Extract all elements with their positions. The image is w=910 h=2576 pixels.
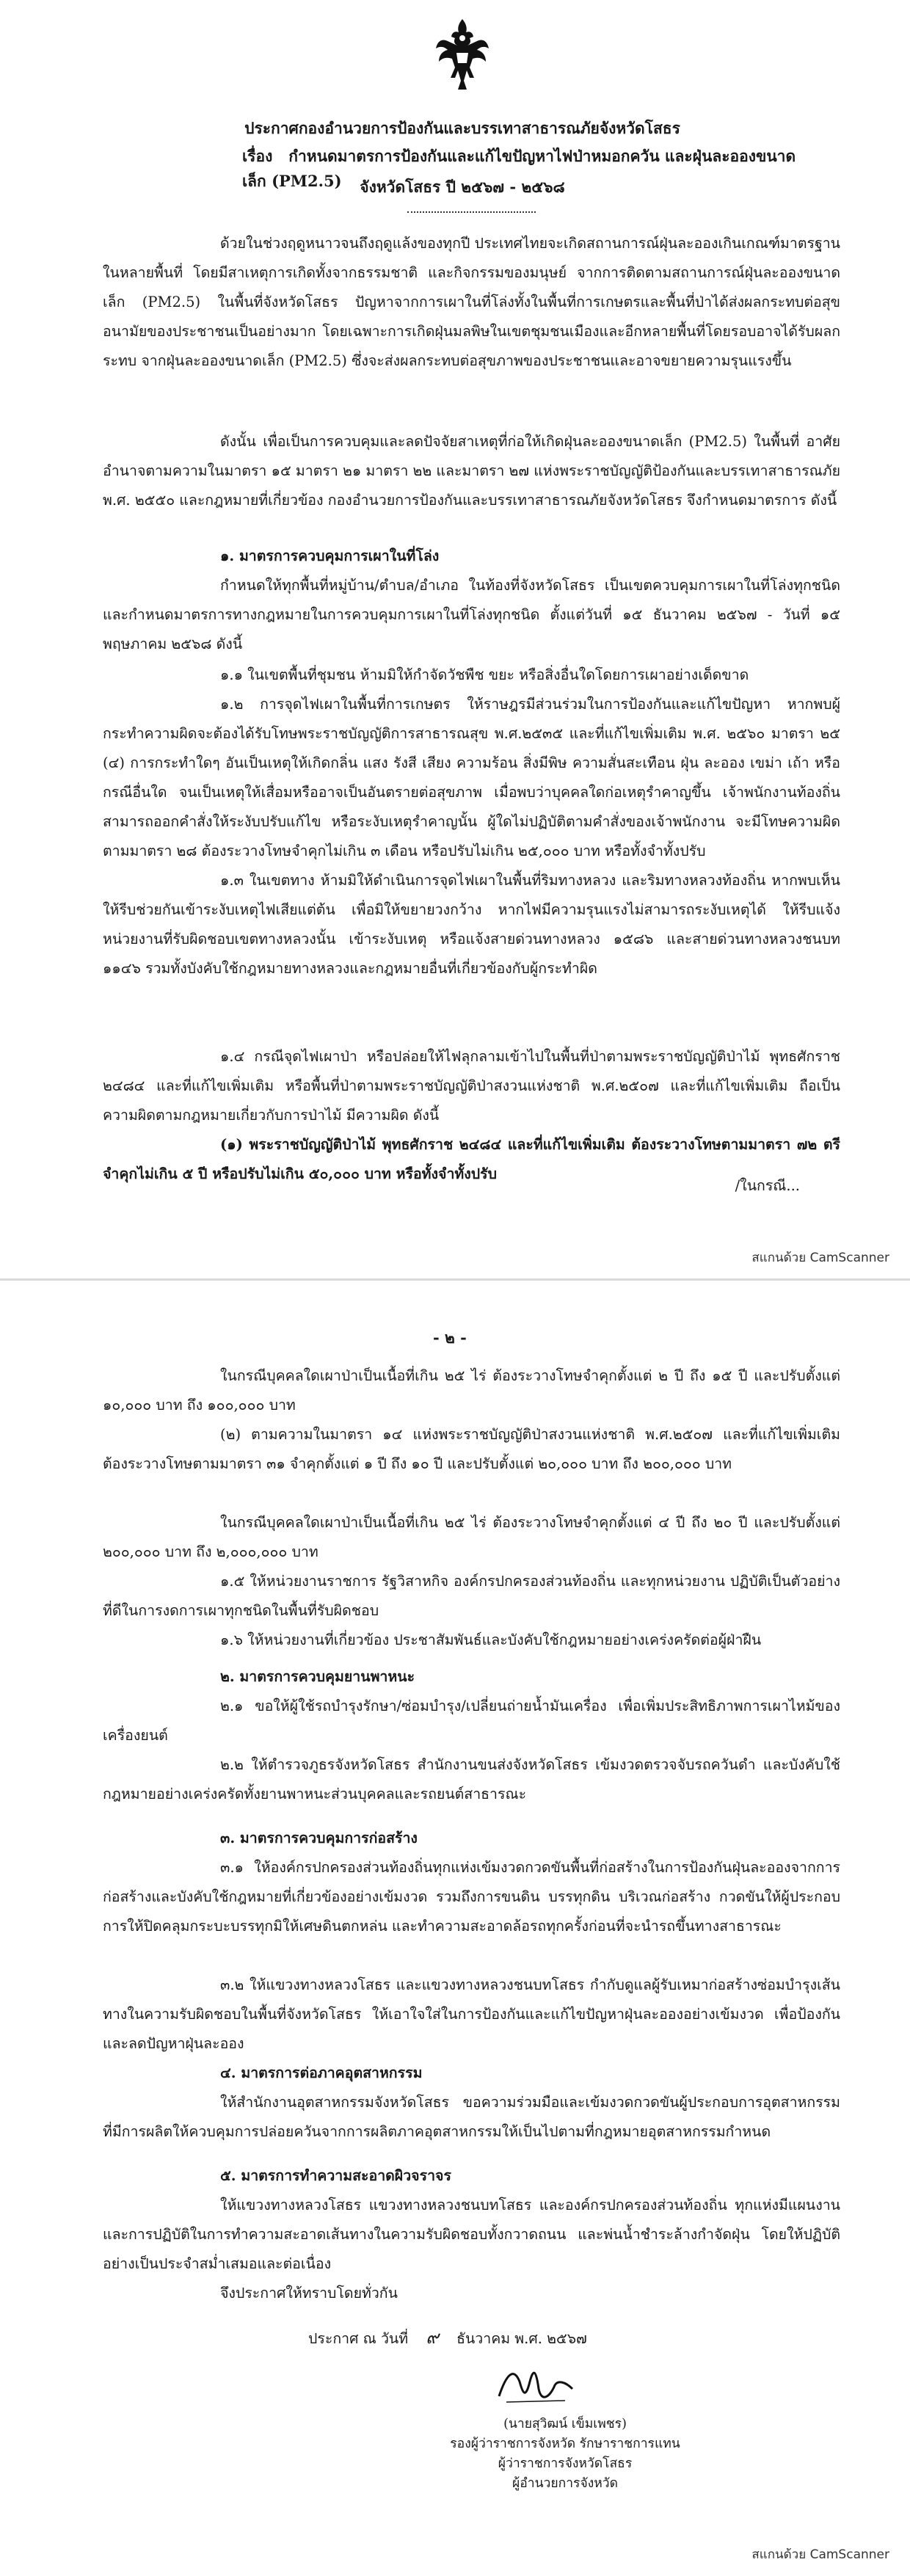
announcement-date	[308, 2323, 587, 2351]
section-1-text: กำหนดให้ทุกพื้นที่หมู่บ้าน/ตำบล/อำเภอ ในท้องที่จังหวัดโสธร เป็นเขตควบคุมการเผาในที่โล่งทุกชนิด และกำหนดมาตรการทางกฎหมายในการควบคุมการเผาในที่โล่งทุกชนิด ตั้งแต่วันที่ ๑๕ ธันวาคม ๒๕๖๗ - วันที่ ๑๕ พฤษภาคม ๒๕๖๘ ดังนี้	[103, 577, 840, 652]
page-number: - ๒ -	[433, 1328, 467, 1347]
section-1-1: ๑.๑ ในเขตพื้นที่ชุมชน ห้ามมิให้กำจัดวัชพืช ขยะ หรือสิ่งอื่นใดโดยการเผาอย่างเด็ดขาด	[220, 666, 749, 683]
section-2-2: ๒.๒ ให้ตำรวจภูธรจังหวัดโสธร สำนักงานขนส่งจังหวัดโสธร เข้มงวดตรวจจับรถควันดำ และบังคับใช้กฎหมายอย่างเคร่งครัดทั้งยานพาหนะส่วนบุคคลและรถยนต์สาธารณะ	[103, 1756, 840, 1802]
subject-label: เรื่อง	[242, 147, 273, 165]
signer-position-1: รองผู้ว่าราชการจังหวัด รักษาราชการแทน	[450, 2437, 680, 2451]
section-4-1: ให้สำนักงานอุตสาหกรรมจังหวัดโสธร ขอความร่วมมือและเข้มงวดกวดขันผู้ประกอบการอุตสาหกรรมที่มีการผลิตให้ควบคุมการปล่อยควันจากการผลิตภาคอุตสาหกรรมให้เป็นไปตามที่กฎหมายอุตสาหกรรมกำหนด	[103, 2094, 840, 2140]
signer-block	[411, 2415, 719, 2494]
section-4-heading: ๔. มาตรการต่อภาคอุตสาหกรรม	[220, 2064, 423, 2081]
page-1	[0, 0, 910, 1281]
forest-act-penalty: (๑) พระราชบัญญัติป่าไม้ พุทธศักราช ๒๔๘๔ และที่แก้ไขเพิ่มเติม ต้องระวางโทษตามมาตรา ๗๒ ตรี จำคุกไม่เกิน ๕ ปี หรือปรับไม่เกิน ๕๐,๐๐๐ บาท หรือทั้งจำทั้งปรับ	[103, 1136, 840, 1182]
section-1-2: ๑.๒ การจุดไฟเผาในพื้นที่การเกษตร ให้ราษฎรมีส่วนร่วมในการป้องกันและแก้ไขปัญหา หากพบผู้กระทำความผิดจะต้องได้รับโทษพระราชบัญญัติการสาธารณสุข พ.ศ.๒๕๓๕ และที่แก้ไขเพิ่มเติม พ.ศ. ๒๕๖๐ มาตรา ๒๕ (๔) การกระทำใดๆ อันเป็นเหตุให้เกิดกลิ่น แสง รังสี เสียง ความร้อน สิ่งมีพิษ ความสั่นสะเทือน ฝุ่น ละออง เขม่า เถ้า หรือกรณีอื่นใด จนเป็นเหตุให้เสื่อมหรืออาจเป็นอันตรายต่อสุขภาพ เมื่อพบว่าบุคคลใดก่อเหตุรำคาญขึ้น เจ้าพนักงานท้องถิ่นสามารถออกคำสั่งให้ระงับปรับแก้ไข หรือระงับเหตุรำคาญนั้น ผู้ใดไม่ปฏิบัติตามคำสั่งของเจ้าพนักงาน จะมีโทษความผิดตามมาตรา ๒๘ ต้องระวางโทษจำคุกไม่เกิน ๓ เดือน หรือปรับไม่เกิน ๒๕,๐๐๐ บาท หรือทั้งจำทั้งปรับ	[103, 696, 840, 859]
announcement-year: จังหวัดโสธร ปี ๒๕๖๗ - ๒๕๖๘	[360, 178, 565, 196]
continued-marker: /ในกรณี...	[735, 1177, 800, 1194]
announce-line: จึงประกาศให้ทราบโดยทั่วกัน	[220, 2285, 398, 2302]
signer-position-2: ผู้ว่าราชการจังหวัดโสธร	[498, 2456, 633, 2471]
handwritten-signature-icon	[484, 2359, 587, 2411]
date-suffix: ธันวาคม พ.ศ. ๒๕๖๗	[456, 2330, 587, 2347]
announcement-title: ประกาศกองอำนวยการป้องกันและบรรเทาสาธารณภัยจังหวัดโสธร	[244, 119, 680, 137]
section-3-2: ๓.๒ ให้แขวงทางหลวงโสธร และแขวงทางหลวงชนบทโสธร กำกับดูแลผู้รับเหมาก่อสร้างซ่อมบำรุงเส้นทางในความรับผิดชอบในพื้นที่จังหวัดโสธร ให้เอาใจใส่ในการป้องกันและแก้ไขปัญหาฝุ่นละอองอย่างเข้มงวด เพื่อป้องกันและลดปัญหาฝุ่นละออง	[103, 1976, 840, 2052]
scanner-watermark: สแกนด้วย CamScanner	[751, 1251, 889, 1265]
reserved-forest-penalty: (๒) ตามความในมาตรา ๑๔ แห่งพระราชบัญญัติป่าสงวนแห่งชาติ พ.ศ.๒๕๐๗ และที่แก้ไขเพิ่มเติม ต้องระวางโทษตามมาตรา ๓๑ จำคุกตั้งแต่ ๑ ปี ถึง ๑๐ ปี และปรับตั้งแต่ ๒๐,๐๐๐ บาท ถึง ๒๐๐,๐๐๐ บาท	[103, 1426, 840, 1472]
date-day: ๙	[426, 2327, 439, 2348]
section-1-5: ๑.๕ ให้หน่วยงานราชการ รัฐวิสาหกิจ องค์กรปกครองส่วนท้องถิ่น และทุกหน่วยงาน ปฏิบัติเป็นตัวอย่างที่ดีในการงดการเผาทุกชนิดในพื้นที่รับผิดชอบ	[103, 1573, 840, 1619]
section-3-1: ๓.๑ ให้องค์กรปกครองส่วนท้องถิ่นทุกแห่งเข้มงวดกวดขันพื้นที่ก่อสร้างในการป้องกันฝุ่นละอองจากการก่อสร้างและบังคับใช้กฎหมายที่เกี่ยวข้องอย่างเข้มงวด รวมถึงการขนดิน บรรทุกดิน บริเวณก่อสร้าง กวดขันให้ผู้ประกอบการให้ปิดคลุมกระบะบรรทุกมิให้เศษดินตกหล่น และทำความสะอาดล้อรถทุกครั้งก่อนที่จะนำรถขึ้นทางสาธารณะ	[103, 1859, 840, 1935]
section-1-heading: ๑. มาตรการควบคุมการเผาในที่โล่ง	[220, 547, 440, 564]
section-1-6: ๑.๖ ให้หน่วยงานที่เกี่ยวข้อง ประชาสัมพันธ์และบังคับใช้กฎหมายอย่างเคร่งครัดต่อผู้ฝ่าฝืน	[220, 1631, 762, 1648]
signer-position-3: ผู้อำนวยการจังหวัด	[512, 2476, 618, 2491]
section-2-heading: ๒. มาตรการควบคุมยานพาหนะ	[220, 1668, 415, 1685]
section-1-4: ๑.๔ กรณีจุดไฟเผาป่า หรือปล่อยให้ไฟลุกลามเข้าไปในพื้นที่ป่าตามพระราชบัญญัติป่าไม้ พุทธศักราช ๒๔๘๔ และที่แก้ไขเพิ่มเติม หรือพื้นที่ป่าตามพระราชบัญญัติป่าสงวนแห่งชาติ พ.ศ.๒๕๐๗ และที่แก้ไขเพิ่มเติม ถือเป็นความผิดตามกฎหมายเกี่ยวกับการป่าไม้ มีความผิด ดังนี้	[103, 1048, 840, 1124]
header-divider	[407, 211, 536, 213]
section-2-1: ๒.๑ ขอให้ผู้ใช้รถบำรุงรักษา/ซ่อมบำรุง/เปลี่ยนถ่ายน้ำมันเครื่อง เพื่อเพิ่มประสิทธิภาพการเผาไหม้ของเครื่องยนต์	[103, 1698, 840, 1744]
intro-paragraph: ด้วยในช่วงฤดูหนาวจนถึงฤดูแล้งของทุกปี ประเทศไทยจะเกิดสถานการณ์ฝุ่นละอองเกินเกณฑ์มาตรฐานในหลายพื้นที่ โดยมีสาเหตุการเกิดทั้งจากธรรมชาติ และกิจกรรมของมนุษย์ จากการติดตามสถานการณ์ฝุ่นละอองขนาดเล็ก (PM2.5) ในพื้นที่จังหวัดโสธร ปัญหาจากการเผาในที่โล่งทั้งในพื้นที่การเกษตรและพื้นที่ป่าได้ส่งผลกระทบต่อสุขอนามัยของประชาชนเป็นอย่างมาก โดยเฉพาะการเกิดฝุ่นมลพิษในเขตชุมชนเมืองและอีกหลายพื้นที่โดยรอบอาจได้รับผลกระทบ จากฝุ่นละอองขนาดเล็ก (PM2.5) ซึ่งจะส่งผลกระทบต่อสุขภาพของประชาชนและอาจขยายความรุนแรงขึ้น	[103, 235, 840, 369]
penalty-over-25-rai-2: ในกรณีบุคคลใดเผาป่าเป็นเนื้อที่เกิน ๒๕ ไร่ ต้องระวางโทษจำคุกตั้งแต่ ๔ ปี ถึง ๒๐ ปี และปรับตั้งแต่ ๒๐๐,๐๐๐ บาท ถึง ๒,๐๐๐,๐๐๐ บาท	[103, 1514, 840, 1560]
section-1-3: ๑.๓ ในเขตทาง ห้ามมิให้ดำเนินการจุดไฟเผาในพื้นที่ริมทางหลวง และริมทางหลวงท้องถิ่น หากพบเห็นให้รีบช่วยกันเข้าระงับเหตุไฟเสียแต่ต้น เพื่อมิให้ขยายวงกว้าง หากไฟมีความรุนแรงไม่สามารถระงับเหตุได้ ให้รีบแจ้งหน่วยงานที่รับผิดชอบเขตทางหลวงนั้น เข้าระงับเหตุ หรือแจ้งสายด่วนทางหลวง ๑๕๘๖ และสายด่วนทางหลวงชนบท ๑๑๔๖ รวมทั้งบังคับใช้กฎหมายทางหลวงและกฎหมายอื่นที่เกี่ยวข้องกับผู้กระทำผิด	[103, 872, 840, 977]
date-prefix: ประกาศ ณ วันที่	[308, 2330, 409, 2347]
section-5-1: ให้แขวงทางหลวงโสธร แขวงทางหลวงชนบทโสธร และองค์กรปกครองส่วนท้องถิ่น ทุกแห่งมีแผนงานและการปฏิบัติในการทำความสะอาดเส้นทางในความรับผิดชอบทั้งกวาดถนน และพ่นน้ำชำระล้างกำจัดฝุ่น โดยให้ปฏิบัติอย่างเป็นประจำสม่ำเสมอและต่อเนื่อง	[103, 2197, 840, 2272]
page-2	[0, 1281, 910, 2576]
scanner-watermark: สแกนด้วย CamScanner	[751, 2547, 889, 2562]
purpose-paragraph: ดังนั้น เพื่อเป็นการควบคุมและลดปัจจัยสาเหตุที่ก่อให้เกิดฝุ่นละอองขนาดเล็ก (PM2.5) ในพื้นที่ อาศัยอำนาจตามความในมาตรา ๑๕ มาตรา ๒๑ มาตรา ๒๒ และมาตรา ๒๗ แห่งพระราชบัญญัติป้องกันและบรรเทาสาธารณภัย พ.ศ. ๒๕๕๐ และกฎหมายที่เกี่ยวข้อง กองอำนวยการป้องกันและบรรเทาสาธารณภัยจังหวัดโสธร จึงกำหนดมาตรการ ดังนี้	[103, 433, 840, 509]
penalty-over-25-rai-1: ในกรณีบุคคลใดเผาป่าเป็นเนื้อที่เกิน ๒๕ ไร่ ต้องระวางโทษจำคุกตั้งแต่ ๒ ปี ถึง ๑๕ ปี และปรับตั้งแต่ ๑๐,๐๐๐ บาท ถึง ๑๐๐,๐๐๐ บาท	[103, 1367, 840, 1413]
section-5-heading: ๕. มาตรการทำความสะอาดผิวจราจร	[220, 2167, 451, 2184]
signer-name: (นายสุวิฒน์ เข็มเพชร)	[503, 2417, 627, 2431]
subject-text: กำหนดมาตรการป้องกันและแก้ไขปัญหาไฟป่าหมอกควัน และฝุ่นละอองขนาดเล็ก (PM2.5)	[242, 147, 796, 190]
garuda-emblem-icon	[433, 16, 492, 93]
section-3-heading: ๓. มาตรการควบคุมการก่อสร้าง	[220, 1830, 418, 1847]
